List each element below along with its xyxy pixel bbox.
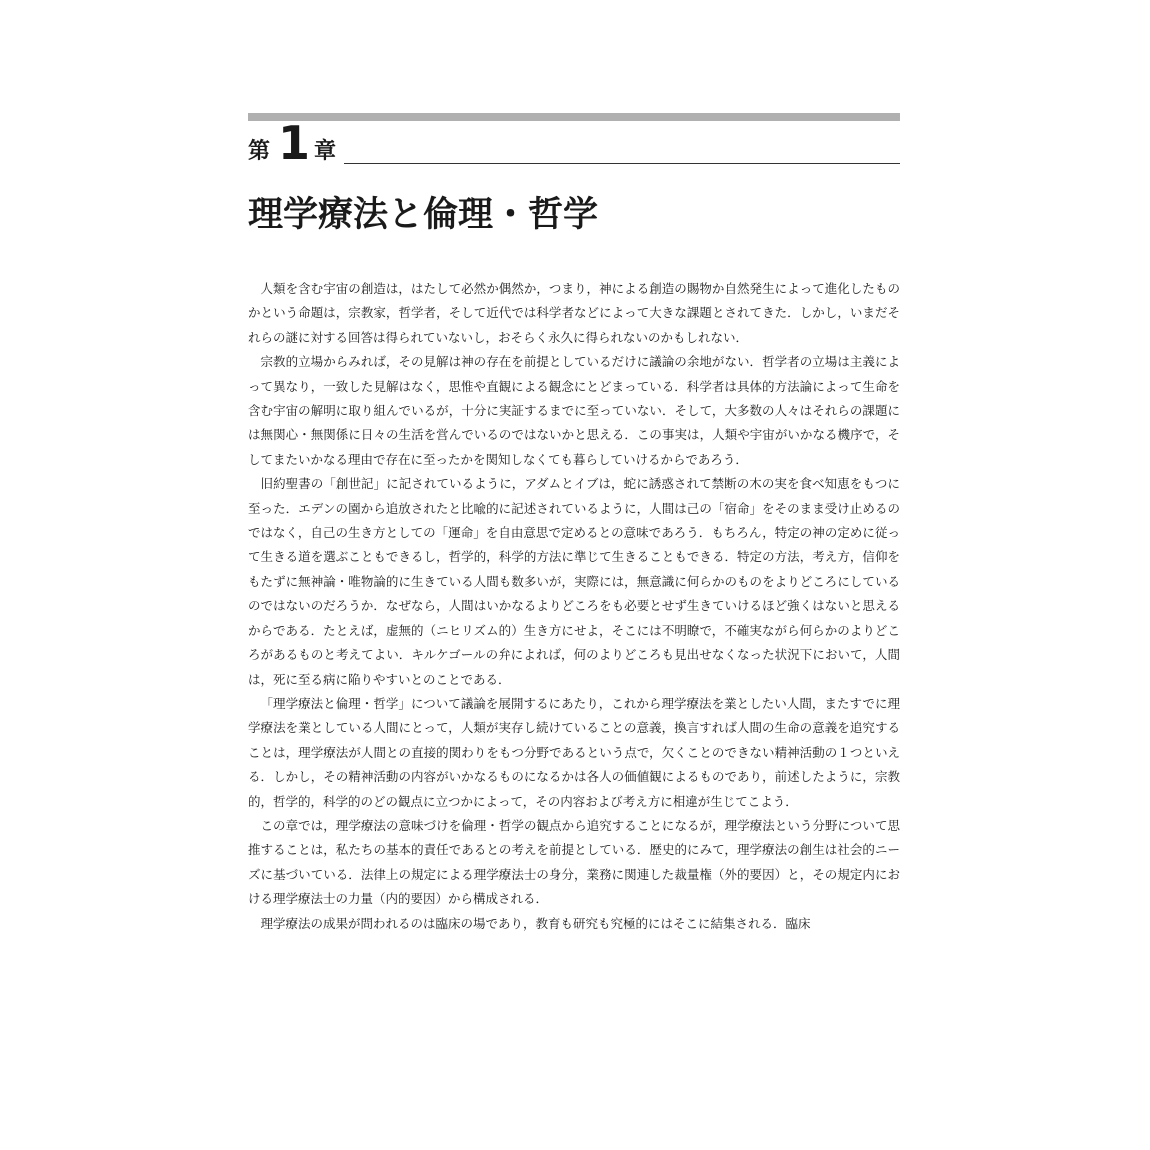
book-page xyxy=(248,113,900,936)
chapter-suffix: 章 xyxy=(314,139,337,164)
chapter-title: 理学療法と倫理・哲学 xyxy=(248,195,599,235)
paragraph: 旧約聖書の「創世記」に記されているように，アダムとイブは，蛇に誘惑されて禁断の木の実を食べ知恵をもつに至った．エデンの園から追放されたと比喩的に記述されているように，人間は己の「宿命」をそのまま受け止めるのではなく，自己の生き方としての「運命」を自由意思で定めるとの意味であろう．もちろん，特定の神の定めに従って生きる道を選ぶこともできるし，哲学的，科学的方法に準じて生きることもできる．特定の方法，考え方，信仰をもたずに無神論・唯物論的に生きている人間も数多いが，実際には，無意識に何らかのものをよりどころにしているのではないのだろうか．なぜなら，人間はいかなるよりどころをも必要とせず生きていけるほど強くはないと思えるからである．たとえば，虚無的（ニヒリズム的）生き方にせよ，そこには不明瞭で，不確実ながら何らかのよりどころがあるものと考えてよい．キルケゴールの弁によれば，何のよりどころも見出せなくなった状況下において，人間は，死に至る病に陥りやすいとのことである． xyxy=(248,476,900,687)
paragraph: 「理学療法と倫理・哲学」について議論を展開するにあたり，これから理学療法を業としたい人間，またすでに理学療法を業としている人間にとって，人類が実存し続けていることの意義，換言すれば人間の生命の意義を追究することは，理学療法が人間との直接的関わりをもつ分野であるという点で，欠くことのできない精神活動の１つといえる．しかし，その精神活動の内容がいかなるものになるかは各人の価値観によるものであり，前述したように，宗教的，哲学的，科学的のどの観点に立つかによって，その内容および考え方に相違が生じてこよう． xyxy=(248,695,900,809)
paragraph: 理学療法の成果が問われるのは臨床の場であり，教育も研究も究極的にはそこに結集される．臨床 xyxy=(260,915,811,931)
paragraph: この章では，理学療法の意味づけを倫理・哲学の観点から追究することになるが，理学療法という分野について思推することは，私たちの基本的責任であるとの考えを前提としている．歴史的にみて，理学療法の創生は社会的ニーズに基づいている．法律上の規定による理学療法士の身分，業務に関連した裁量権（外的要因）と，その規定内における理学療法士の力量（内的要因）から構成される． xyxy=(248,817,900,907)
paragraph: 宗教的立場からみれば，その見解は神の存在を前提としているだけに議論の余地がない．哲学者の立場は主義によって異なり，一致した見解はなく，思惟や直観による観念にとどまっている．科学者は具体的方法論によって生命を含む宇宙の解明に取り組んでいるが，十分に実証するまでに至っていない．そして，大多数の人々はそれらの課題には無関心・無関係に日々の生活を営んでいるのではないかと思える．この事実は，人類や宇宙がいかなる機序で，そしてまたいかなる理由で存在に至ったかを関知しなくても暮らしていけるからであろう． xyxy=(248,354,900,467)
body-text xyxy=(248,277,900,936)
chapter-number: 1 xyxy=(278,116,311,170)
chapter-rule-line xyxy=(344,163,900,164)
chapter-header-bar xyxy=(248,113,900,121)
chapter-prefix: 第 xyxy=(248,139,271,164)
paragraph: 人類を含む宇宙の創造は，はたして必然か偶然か，つまり，神による創造の賜物か自然発生によって進化したものかという命題は，宗教家，哲学者，そして近代では科学者などによって大きな課題とされてきた．しかし，いまだそれらの謎に対する回答は得られていないし，おそらく永久に得られないのかもしれない． xyxy=(248,281,900,345)
chapter-heading xyxy=(248,116,900,171)
